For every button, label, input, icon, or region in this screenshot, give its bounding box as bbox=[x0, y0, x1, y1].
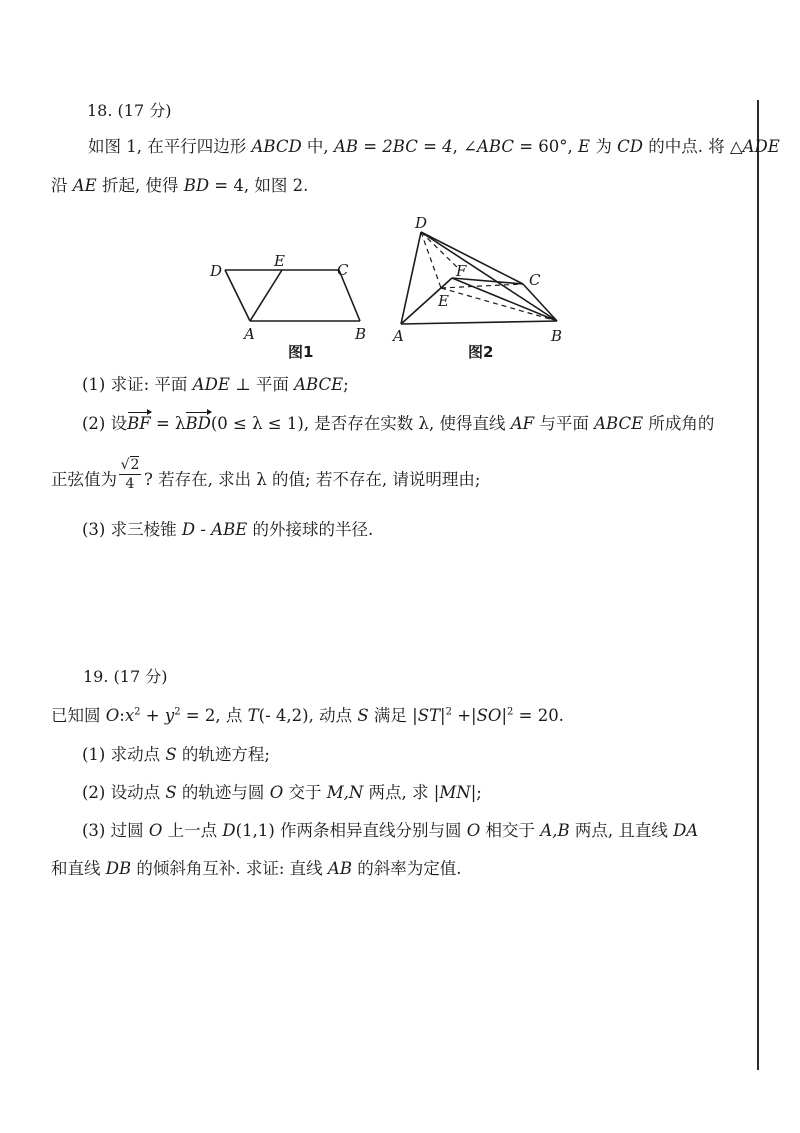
q18-figure-svg bbox=[205, 212, 575, 372]
q18-intro-line1: 如图 1, 在平行四边形 ABCD 中, AB = 2BC = 4, ∠ABC = 60°, E 为 CD 的中点. 将 △ADE bbox=[88, 137, 780, 156]
q19-part3-line1: (3) 过圆 O 上一点 D(1,1) 作两条相异直线分别与圆 O 相交于 A,B 两点, 且直线 DA bbox=[82, 821, 699, 840]
fig2-label-F: F bbox=[456, 262, 467, 280]
q18-heading: 18. (17 分) bbox=[87, 101, 172, 120]
fig1-label-B: B bbox=[355, 325, 367, 343]
fig2-edge-EC bbox=[441, 284, 523, 288]
q18-figures bbox=[205, 212, 575, 376]
vector-BF: BF bbox=[127, 414, 151, 433]
fig2-label-B: B bbox=[551, 327, 563, 345]
q19-part2: (2) 设动点 S 的轨迹与圆 O 交于 M,N 两点, 求 |MN|; bbox=[82, 783, 482, 802]
fig2-label-C: C bbox=[529, 271, 541, 289]
fig1-edge-DA bbox=[225, 270, 250, 321]
q19-intro: 已知圆 $O:x^2 + y^2 = 2$, 点 T(- 4,2), 动点 S 满足 $|ST|^2 +|SO|^2 = 20$. bbox=[51, 706, 564, 725]
figure-1-caption: 图1 bbox=[288, 343, 314, 361]
margin-rule bbox=[757, 100, 759, 1070]
q18-part2-line2-b: ? 若存在, 求出 λ 的值; 若不存在, 请说明理由; bbox=[144, 470, 481, 489]
q18-part3: (3) 求三棱锥 D - ABE 的外接球的半径. bbox=[82, 520, 374, 539]
q19-part1: (1) 求动点 S 的轨迹方程; bbox=[82, 745, 270, 764]
vector-BD: BD bbox=[185, 414, 211, 433]
q18-part1: (1) 求证: 平面 ADE ⊥ 平面 ABCE; bbox=[82, 375, 349, 394]
q18-part2-line1: (2) 设BF = λBD(0 ≤ λ ≤ 1), 是否存在实数 λ, 使得直线 AF 与平面 ABCE 所成角的 bbox=[82, 414, 715, 433]
fig2-edge-DA bbox=[401, 232, 421, 324]
fig1-label-E: E bbox=[274, 252, 285, 270]
figure-2-caption: 图2 bbox=[468, 343, 494, 361]
fig2-edge-EB bbox=[441, 288, 557, 321]
q19-part3-line2: 和直线 DB 的倾斜角互补. 求证: 直线 AB 的斜率为定值. bbox=[51, 859, 462, 878]
fig1-label-D: D bbox=[210, 262, 223, 280]
q18-part2-line2-a: 正弦值为 bbox=[51, 470, 117, 489]
fig1-edge-AE bbox=[250, 270, 282, 321]
fig2-label-D: D bbox=[415, 214, 428, 232]
fig1-label-A: A bbox=[244, 325, 255, 343]
fig2-label-A: A bbox=[393, 327, 404, 345]
fraction-sqrt2-over-4: $\frac{√2}{4}$ bbox=[120, 457, 140, 492]
q19-heading: 19. (17 分) bbox=[83, 667, 168, 686]
fig2-label-E: E bbox=[438, 292, 449, 310]
fig1-label-C: C bbox=[337, 261, 349, 279]
fig2-edge-AB bbox=[401, 321, 557, 324]
fig2-edge-DF bbox=[421, 232, 460, 270]
q18-intro-line2: 沿 AE 折起, 使得 BD = 4, 如图 2. bbox=[51, 176, 309, 195]
